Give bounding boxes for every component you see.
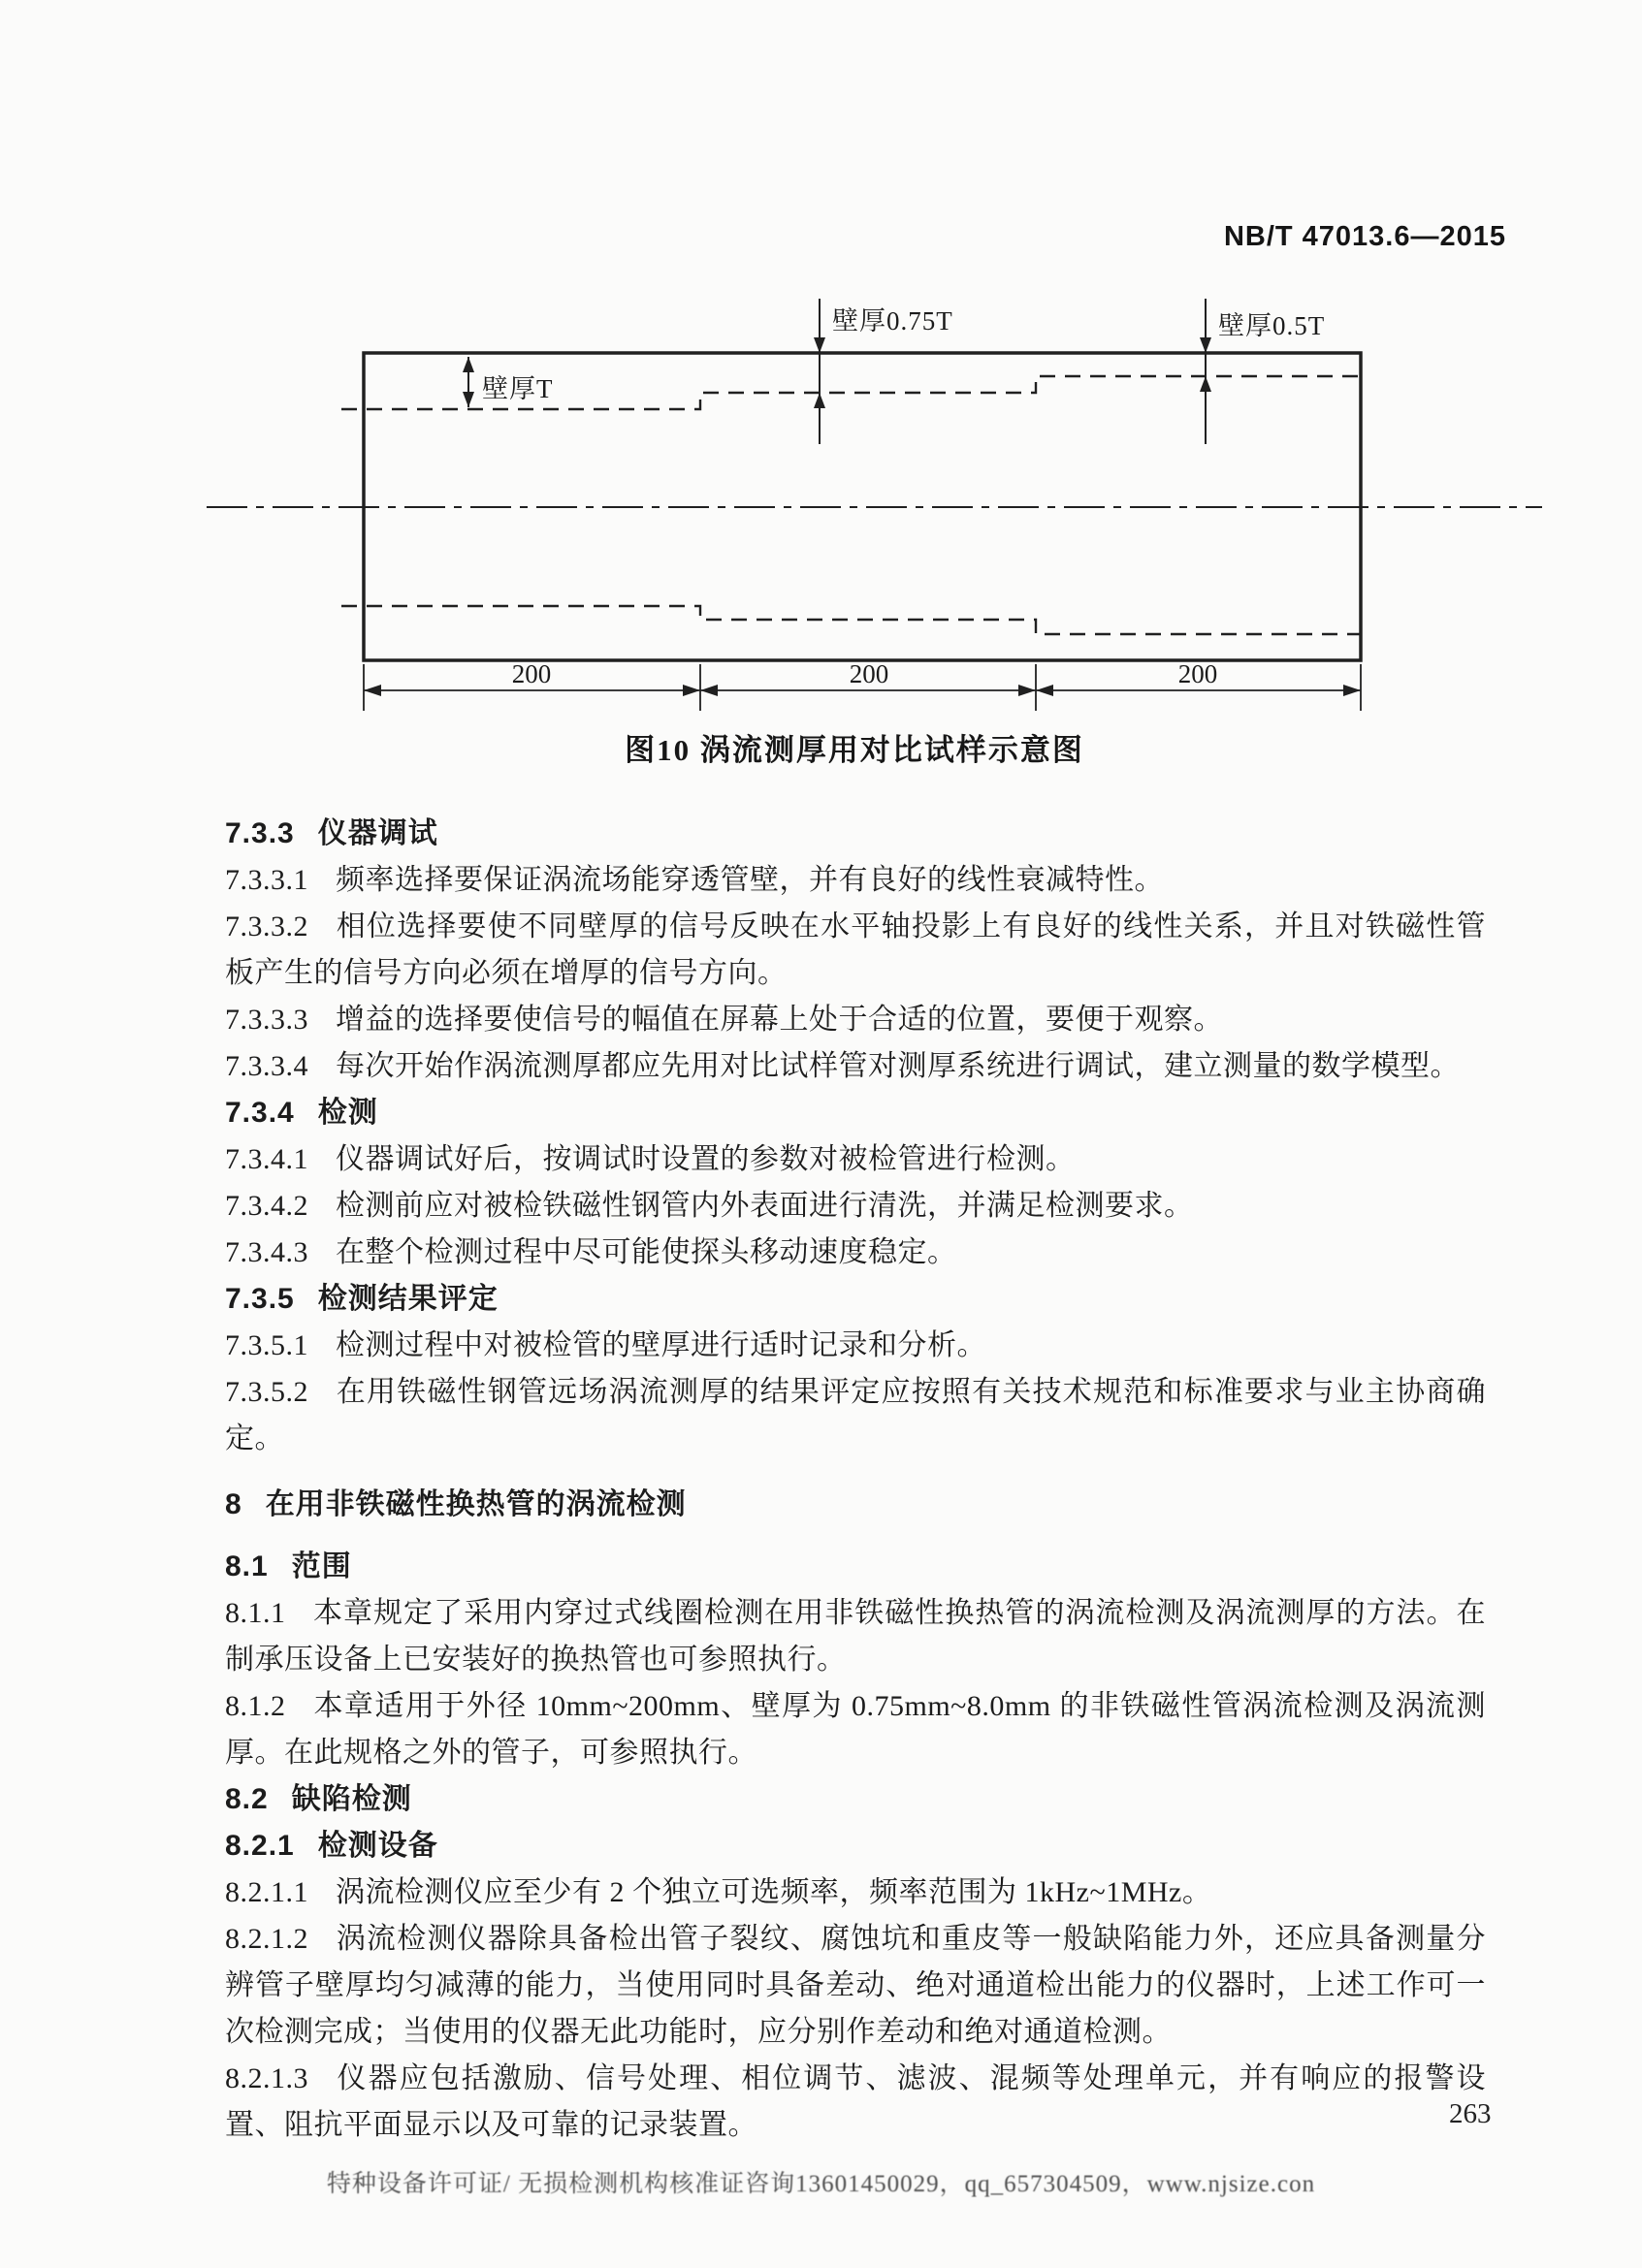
clause-paragraph	[225, 1916, 1486, 2056]
label-wall-075t: 壁厚0.75T	[832, 306, 953, 335]
clause-number: 8	[225, 1488, 242, 1520]
clause-number: 7.3.3.4	[225, 1050, 308, 1082]
arrow-200-2-left	[700, 685, 718, 696]
clause-text: 检测结果评定	[317, 1283, 499, 1315]
section-heading	[225, 1776, 1486, 1823]
page-number: 263	[1449, 2098, 1492, 2129]
clause-text: 检测设备	[317, 1830, 438, 1862]
arrow-wall-075t-up	[814, 393, 825, 408]
clause-paragraph	[225, 1183, 1486, 1230]
clause-text: 范围	[291, 1550, 352, 1582]
clause-number: 8.1.2	[225, 1690, 286, 1722]
section-heading	[225, 1823, 1486, 1869]
clause-number: 7.3.3.2	[225, 910, 308, 942]
clause-paragraph	[225, 1590, 1486, 1683]
clause-text: 每次开始作涡流测厚都应先用对比试样管对测厚系统进行调试，建立测量的数学模型。	[336, 1050, 1460, 1082]
clause-paragraph	[225, 2056, 1486, 2149]
clause-text: 检测过程中对被检管的壁厚进行适时记录和分析。	[336, 1329, 986, 1361]
clause-paragraph	[225, 1869, 1486, 1916]
section-heading	[225, 811, 1486, 857]
figure-caption: 图10 涡流测厚用对比试样示意图	[625, 733, 1084, 767]
clause-text: 在用铁磁性钢管远场涡流测厚的结果评定应按照有关技术规范和标准要求与业主协商确定。	[225, 1376, 1486, 1454]
clause-number: 7.3.5.2	[225, 1376, 308, 1408]
clause-text: 检测	[317, 1097, 378, 1129]
clause-paragraph	[225, 1043, 1486, 1090]
dim-200-label-2: 200	[849, 659, 889, 688]
clause-text: 本章适用于外径 10mm~200mm、壁厚为 0.75mm~8.0mm 的非铁磁性管涡流检测及涡流测厚。在此规格之外的管子，可参照执行。	[225, 1690, 1486, 1769]
clause-paragraph	[225, 1230, 1486, 1276]
clause-number: 7.3.4.2	[225, 1190, 308, 1222]
clause-number: 7.3.4.3	[225, 1236, 308, 1268]
clause-paragraph	[225, 1136, 1486, 1183]
section-heading	[225, 1482, 1486, 1528]
clause-number: 7.3.3.3	[225, 1004, 308, 1036]
arrow-wall-t-up	[463, 357, 474, 372]
clause-text: 涡流检测仪器除具备检出管子裂纹、腐蚀坑和重皮等一般缺陷能力外，还应具备测量分辨管子壁厚均匀减薄的能力，当使用同时具备差动、绝对通道检出能力的仪器时，上述工作可一次检测完成；当使用的仪器无此功能时，应分别作差动和绝对通道检测。	[225, 1923, 1486, 2048]
arrow-200-1-right	[683, 685, 700, 696]
clause-number: 8.1	[225, 1550, 269, 1582]
clause-text: 缺陷检测	[291, 1783, 412, 1815]
clause-paragraph	[225, 857, 1486, 904]
clause-number: 8.2.1.1	[225, 1876, 308, 1908]
section-heading	[225, 1544, 1486, 1590]
watermark-text: 特种设备许可证/ 无损检测机构核准证咨询13601450029，qq_657304509，www.njsize.con	[326, 2171, 1316, 2197]
clause-number: 7.3.3	[225, 817, 295, 849]
dim-200-label-3: 200	[1177, 659, 1218, 688]
standard-number-header: NB/T 47013.6—2015	[1223, 221, 1506, 252]
label-wall-t: 壁厚T	[482, 374, 554, 403]
clause-text: 仪器调试	[317, 817, 438, 849]
clause-text: 相位选择要使不同壁厚的信号反映在水平轴投影上有良好的线性关系，并且对铁磁性管板产生的信号方向必须在增厚的信号方向。	[225, 910, 1486, 989]
clause-number: 8.1.1	[225, 1597, 286, 1629]
clause-paragraph	[225, 904, 1486, 997]
clause-text: 增益的选择要使信号的幅值在屏幕上处于合适的位置，要便于观察。	[336, 1004, 1223, 1036]
arrow-wall-t-down	[463, 392, 474, 407]
clause-number: 8.2	[225, 1783, 269, 1815]
clause-number: 8.2.1	[225, 1830, 295, 1862]
clause-number: 7.3.4.1	[225, 1143, 308, 1175]
clause-number: 7.3.5.1	[225, 1329, 308, 1361]
clause-number: 7.3.5	[225, 1283, 295, 1315]
arrow-200-1-left	[364, 685, 381, 696]
body-text	[225, 811, 1486, 2149]
clause-text: 仪器调试好后，按调试时设置的参数对被检管进行检测。	[336, 1143, 1076, 1175]
clause-paragraph	[225, 1683, 1486, 1776]
clause-number: 8.2.1.3	[225, 2062, 308, 2094]
arrow-wall-075t-down	[814, 337, 825, 353]
label-wall-05t: 壁厚0.5T	[1218, 311, 1326, 340]
arrow-wall-05t-down	[1200, 337, 1211, 353]
figure-10-diagram	[0, 0, 1642, 785]
dim-200-label-1: 200	[511, 659, 552, 688]
clause-number: 7.3.3.1	[225, 864, 308, 896]
clause-text: 在整个检测过程中尽可能使探头移动速度稳定。	[336, 1236, 957, 1268]
clause-text: 仪器应包括激励、信号处理、相位调节、滤波、混频等处理单元，并有响应的报警设置、阻抗平面显示以及可靠的记录装置。	[225, 2062, 1486, 2141]
section-heading	[225, 1276, 1486, 1323]
clause-text: 涡流检测仪应至少有 2 个独立可选频率，频率范围为 1kHz~1MHz。	[336, 1876, 1212, 1908]
arrow-200-3-left	[1036, 685, 1053, 696]
arrow-wall-05t-up	[1200, 376, 1211, 392]
clause-text: 检测前应对被检铁磁性钢管内外表面进行清洗，并满足检测要求。	[336, 1190, 1194, 1222]
inner-wall-bottom	[341, 606, 1361, 634]
clause-text: 在用非铁磁性换热管的涡流检测	[265, 1488, 687, 1520]
clause-number: 7.3.4	[225, 1097, 295, 1129]
clause-paragraph	[225, 1369, 1486, 1462]
clause-paragraph	[225, 1323, 1486, 1369]
arrow-200-2-right	[1018, 685, 1036, 696]
section-heading	[225, 1090, 1486, 1136]
clause-text: 本章规定了采用内穿过式线圈检测在用非铁磁性换热管的涡流检测及涡流测厚的方法。在制承压设备上已安装好的换热管也可参照执行。	[225, 1597, 1486, 1676]
arrow-200-3-right	[1343, 685, 1361, 696]
clause-number: 8.2.1.2	[225, 1923, 308, 1955]
clause-text: 频率选择要保证涡流场能穿透管壁，并有良好的线性衰减特性。	[336, 864, 1164, 896]
clause-paragraph	[225, 997, 1486, 1043]
